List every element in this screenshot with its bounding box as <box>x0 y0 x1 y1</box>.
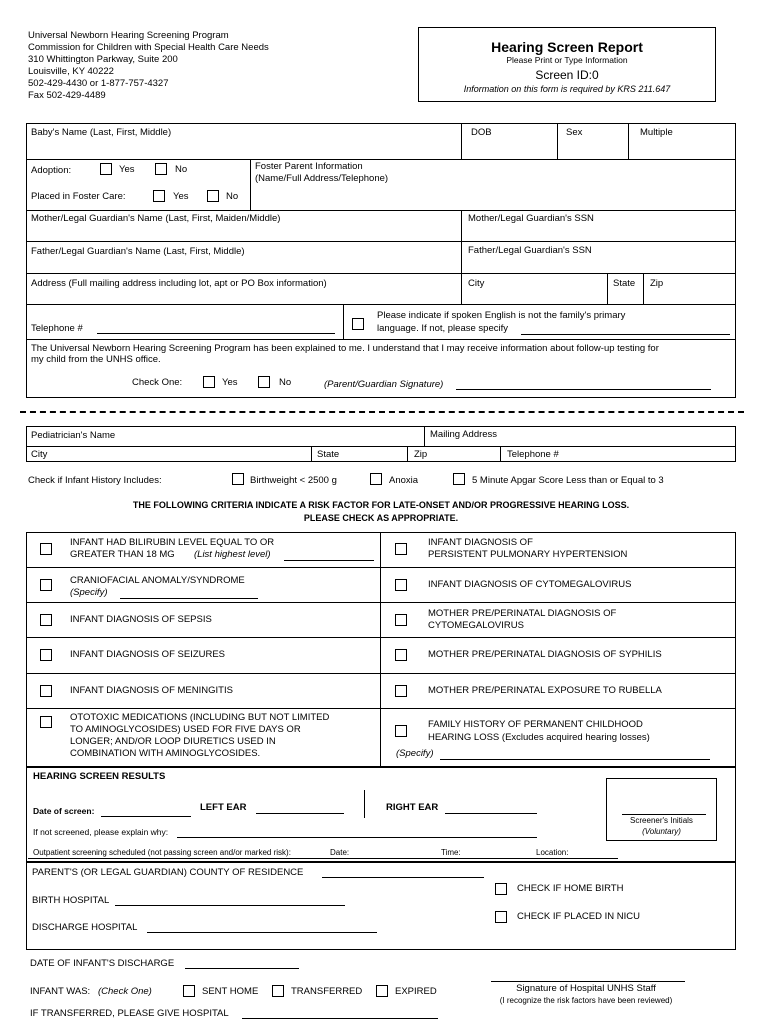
craniofacial-checkbox[interactable] <box>40 579 52 591</box>
outpatient-label: Outpatient screening scheduled (not passing screen and/or marked risk): <box>33 848 291 857</box>
meningitis-label: INFANT DIAGNOSIS OF MENINGITIS <box>70 685 233 696</box>
foster-care-label: Placed in Foster Care: <box>31 191 126 202</box>
sent-home-checkbox[interactable] <box>183 985 195 997</box>
home-birth-label: CHECK IF HOME BIRTH <box>517 883 624 894</box>
screener-initials-field[interactable] <box>622 814 706 815</box>
father-name-label: Father/Legal Guardian's Name (Last, First, Middle) <box>31 246 245 257</box>
outpatient-date-label: Date: <box>330 848 350 857</box>
pph-label-2: PERSISTENT PULMONARY HYPERTENSION <box>428 549 628 560</box>
foster-no-checkbox[interactable] <box>207 190 219 202</box>
ototoxic-checkbox[interactable] <box>40 716 52 728</box>
transfer-hospital-label: IF TRANSFERRED, PLEASE GIVE HOSPITAL <box>30 1008 229 1019</box>
cmv-checkbox[interactable] <box>395 579 407 591</box>
bilirubin-label: INFANT HAD BILIRUBIN LEVEL EQUAL TO OR <box>70 537 275 548</box>
report-title-box <box>418 27 716 102</box>
foster-parent-info-label: Foster Parent Information <box>255 161 363 172</box>
ped-city-label: City <box>31 449 48 460</box>
syphilis-label: MOTHER PRE/PERINATAL DIAGNOSIS OF SYPHILIS <box>428 649 662 660</box>
expired-label: EXPIRED <box>395 986 437 997</box>
consent-check-one: Check One: <box>132 377 183 388</box>
mother-name-label: Mother/Legal Guardian's Name (Last, First, Maiden/Middle) <box>31 213 281 224</box>
anoxia-label: Anoxia <box>389 475 419 486</box>
family-history-note: (Specify) <box>396 748 434 759</box>
maternal-cmv-label-2: CYTOMEGALOVIRUS <box>428 620 524 631</box>
date-of-screen-field[interactable] <box>101 816 191 817</box>
foster-no-label: No <box>226 191 239 202</box>
criteria-header: THE FOLLOWING CRITERIA INDICATE A RISK FACTOR FOR LATE-ONSET AND/OR PROGRESSIVE HEARING LOSS. <box>132 500 630 510</box>
dob-label: DOB <box>471 127 492 138</box>
staff-signature-note: (I recognize the risk factors have been reviewed) <box>499 996 673 1005</box>
mother-ssn-label: Mother/Legal Guardian's SSN <box>468 213 594 224</box>
infant-was-label: INFANT WAS: <box>30 986 91 997</box>
sepsis-checkbox[interactable] <box>40 614 52 626</box>
baby-name-label: Baby's Name (Last, First, Middle) <box>31 127 172 138</box>
history-label: Check if Infant History Includes: <box>28 475 162 486</box>
transferred-label: TRANSFERRED <box>291 986 363 997</box>
syphilis-checkbox[interactable] <box>395 649 407 661</box>
adoption-yes-label: Yes <box>119 164 135 175</box>
cmv-label: INFANT DIAGNOSIS OF CYTOMEGALOVIRUS <box>428 579 632 590</box>
discharge-date-label: DATE OF INFANT'S DISCHARGE <box>30 958 175 969</box>
adoption-no-checkbox[interactable] <box>155 163 167 175</box>
program-fax: Fax 502-429-4489 <box>28 90 106 101</box>
pph-label: INFANT DIAGNOSIS OF <box>428 537 533 548</box>
ped-zip-label: Zip <box>414 449 428 460</box>
mailing-address-label: Mailing Address <box>430 429 498 440</box>
infant-was-check-one: (Check One) <box>98 986 152 997</box>
rubella-label: MOTHER PRE/PERINATAL EXPOSURE TO RUBELLA <box>428 685 662 696</box>
discharge-hospital-label: DISCHARGE HOSPITAL <box>32 922 138 933</box>
sent-home-label: SENT HOME <box>202 986 259 997</box>
program-name: Universal Newborn Hearing Screening Program <box>28 30 229 41</box>
report-subtitle: Please Print or Type Information <box>506 55 628 65</box>
birth-hospital-label: BIRTH HOSPITAL <box>32 895 110 906</box>
results-title: HEARING SCREEN RESULTS <box>33 771 166 782</box>
family-history-label-2: HEARING LOSS (Excludes acquired hearing losses) <box>428 732 650 743</box>
meningitis-checkbox[interactable] <box>40 685 52 697</box>
program-city: Louisville, KY 40222 <box>28 66 114 77</box>
screener-initials-label: Screener's Initials <box>630 816 693 825</box>
program-phone: 502-429-4430 or 1-877-757-4327 <box>28 78 169 89</box>
discharge-hospital-field[interactable] <box>147 932 377 933</box>
consent-yes-label: Yes <box>222 377 238 388</box>
ototoxic-label-3: LONGER; AND/OR LOOP DIURETICS USED IN <box>70 736 276 747</box>
consent-no-checkbox[interactable] <box>258 376 270 388</box>
nicu-label: CHECK IF PLACED IN NICU <box>517 911 640 922</box>
foster-parent-info-sub: (Name/Full Address/Telephone) <box>255 173 389 184</box>
criteria-subheader: PLEASE CHECK AS APPROPRIATE. <box>303 513 459 523</box>
telephone-field[interactable] <box>97 333 335 334</box>
maternal-cmv-label: MOTHER PRE/PERINATAL DIAGNOSIS OF <box>428 608 617 619</box>
father-ssn-label: Father/Legal Guardian's SSN <box>468 245 592 256</box>
not-screened-field[interactable] <box>177 837 537 838</box>
family-history-checkbox[interactable] <box>395 725 407 737</box>
anoxia-checkbox[interactable] <box>370 473 382 485</box>
consent-text-1: The Universal Newborn Hearing Screening Program has been explained to me. I understand that I may receive information about follow-up testing for <box>31 343 659 354</box>
bilirubin-checkbox[interactable] <box>40 543 52 555</box>
left-ear-label: LEFT EAR <box>200 802 247 813</box>
date-of-screen-label: Date of screen: <box>33 806 95 816</box>
family-history-specify-field[interactable] <box>440 759 710 760</box>
outpatient-location-label: Location: <box>536 848 569 857</box>
left-ear-field[interactable] <box>256 813 344 814</box>
maternal-cmv-checkbox[interactable] <box>395 614 407 626</box>
outpatient-field[interactable] <box>28 858 618 859</box>
english-note-1: Please indicate if spoken English is not the family's primary <box>377 310 626 321</box>
not-screened-label: If not screened, please explain why: <box>33 827 169 837</box>
family-history-label: FAMILY HISTORY OF PERMANENT CHILDHOOD <box>428 719 643 730</box>
consent-text-2: my child from the UNHS office. <box>31 354 161 365</box>
home-birth-checkbox[interactable] <box>495 883 507 895</box>
multiple-label: Multiple <box>640 127 673 138</box>
report-title: Hearing Screen Report <box>491 39 643 55</box>
city-label: City <box>468 278 485 289</box>
english-specify-field[interactable] <box>521 334 730 335</box>
ped-telephone-label: Telephone # <box>507 449 559 460</box>
foster-yes-label: Yes <box>173 191 189 202</box>
foster-yes-checkbox[interactable] <box>153 190 165 202</box>
parent-signature-field[interactable] <box>456 389 711 390</box>
ototoxic-label-4: COMBINATION WITH AMINOGLYCOSIDES. <box>70 748 261 759</box>
ped-state-label: State <box>317 449 340 460</box>
apgar-label: 5 Minute Apgar Score Less than or Equal to 3 <box>472 475 664 486</box>
telephone-label: Telephone # <box>31 323 83 334</box>
bilirubin-level-field[interactable] <box>284 560 374 561</box>
state-label: State <box>613 278 636 289</box>
birthweight-label: Birthweight < 2500 g <box>250 475 337 486</box>
seizures-label: INFANT DIAGNOSIS OF SEIZURES <box>70 649 226 660</box>
adoption-no-label: No <box>175 164 188 175</box>
expired-checkbox[interactable] <box>376 985 388 997</box>
county-label: PARENT'S (OR LEGAL GUARDIAN) COUNTY OF RESIDENCE <box>32 867 304 878</box>
seizures-checkbox[interactable] <box>40 649 52 661</box>
pediatrician-section <box>26 426 736 462</box>
consent-yes-checkbox[interactable] <box>203 376 215 388</box>
consent-no-label: No <box>279 377 292 388</box>
cut-line <box>20 411 744 413</box>
staff-signature-label: Signature of Hospital UNHS Staff <box>516 983 656 994</box>
adoption-yes-checkbox[interactable] <box>100 163 112 175</box>
krs-note: Information on this form is required by KRS 211.647 <box>463 84 671 94</box>
transfer-hospital-field[interactable] <box>242 1018 438 1019</box>
address-label: Address (Full mailing address including lot, apt or PO Box information) <box>31 278 327 289</box>
program-commission: Commission for Children with Special Health Care Needs <box>28 42 269 53</box>
english-note-2: language. If not, please specify <box>377 323 508 334</box>
birthweight-checkbox[interactable] <box>232 473 244 485</box>
ototoxic-label-1: OTOTOXIC MEDICATIONS (INCLUDING BUT NOT LIMITED <box>70 712 330 723</box>
staff-signature-field[interactable] <box>491 981 685 982</box>
discharge-date-field[interactable] <box>185 968 299 969</box>
adoption-label: Adoption: <box>31 165 72 176</box>
craniofacial-specify-field[interactable] <box>120 598 258 599</box>
nicu-checkbox[interactable] <box>495 911 507 923</box>
sepsis-label: INFANT DIAGNOSIS OF SEPSIS <box>70 614 212 625</box>
birth-hospital-field[interactable] <box>115 905 345 906</box>
zip-label: Zip <box>650 278 664 289</box>
bilirubin-label-2: GREATER THAN 18 MG <box>70 549 175 560</box>
pediatrician-name-label: Pediatrician's Name <box>31 430 116 441</box>
screen-id: Screen ID:0 <box>535 68 599 82</box>
rubella-checkbox[interactable] <box>395 685 407 697</box>
apgar-checkbox[interactable] <box>453 473 465 485</box>
outpatient-time-label: Time: <box>441 848 461 857</box>
sex-label: Sex <box>566 127 583 138</box>
transferred-checkbox[interactable] <box>272 985 284 997</box>
english-checkbox[interactable] <box>352 318 364 330</box>
parent-signature-label: (Parent/Guardian Signature) <box>324 379 444 390</box>
craniofacial-label: CRANIOFACIAL ANOMALY/SYNDROME <box>70 575 245 586</box>
program-street: 310 Whittington Parkway, Suite 200 <box>28 54 178 65</box>
right-ear-field[interactable] <box>445 813 537 814</box>
county-field[interactable] <box>322 877 484 878</box>
right-ear-label: RIGHT EAR <box>386 802 439 813</box>
pph-checkbox[interactable] <box>395 543 407 555</box>
voluntary-label: (Voluntary) <box>642 827 681 836</box>
bilirubin-note: (List highest level) <box>194 549 271 560</box>
ototoxic-label-2: TO AMINOGLYCOSIDES) USED FOR FIVE DAYS OR <box>70 724 301 735</box>
craniofacial-note: (Specify) <box>70 587 108 598</box>
